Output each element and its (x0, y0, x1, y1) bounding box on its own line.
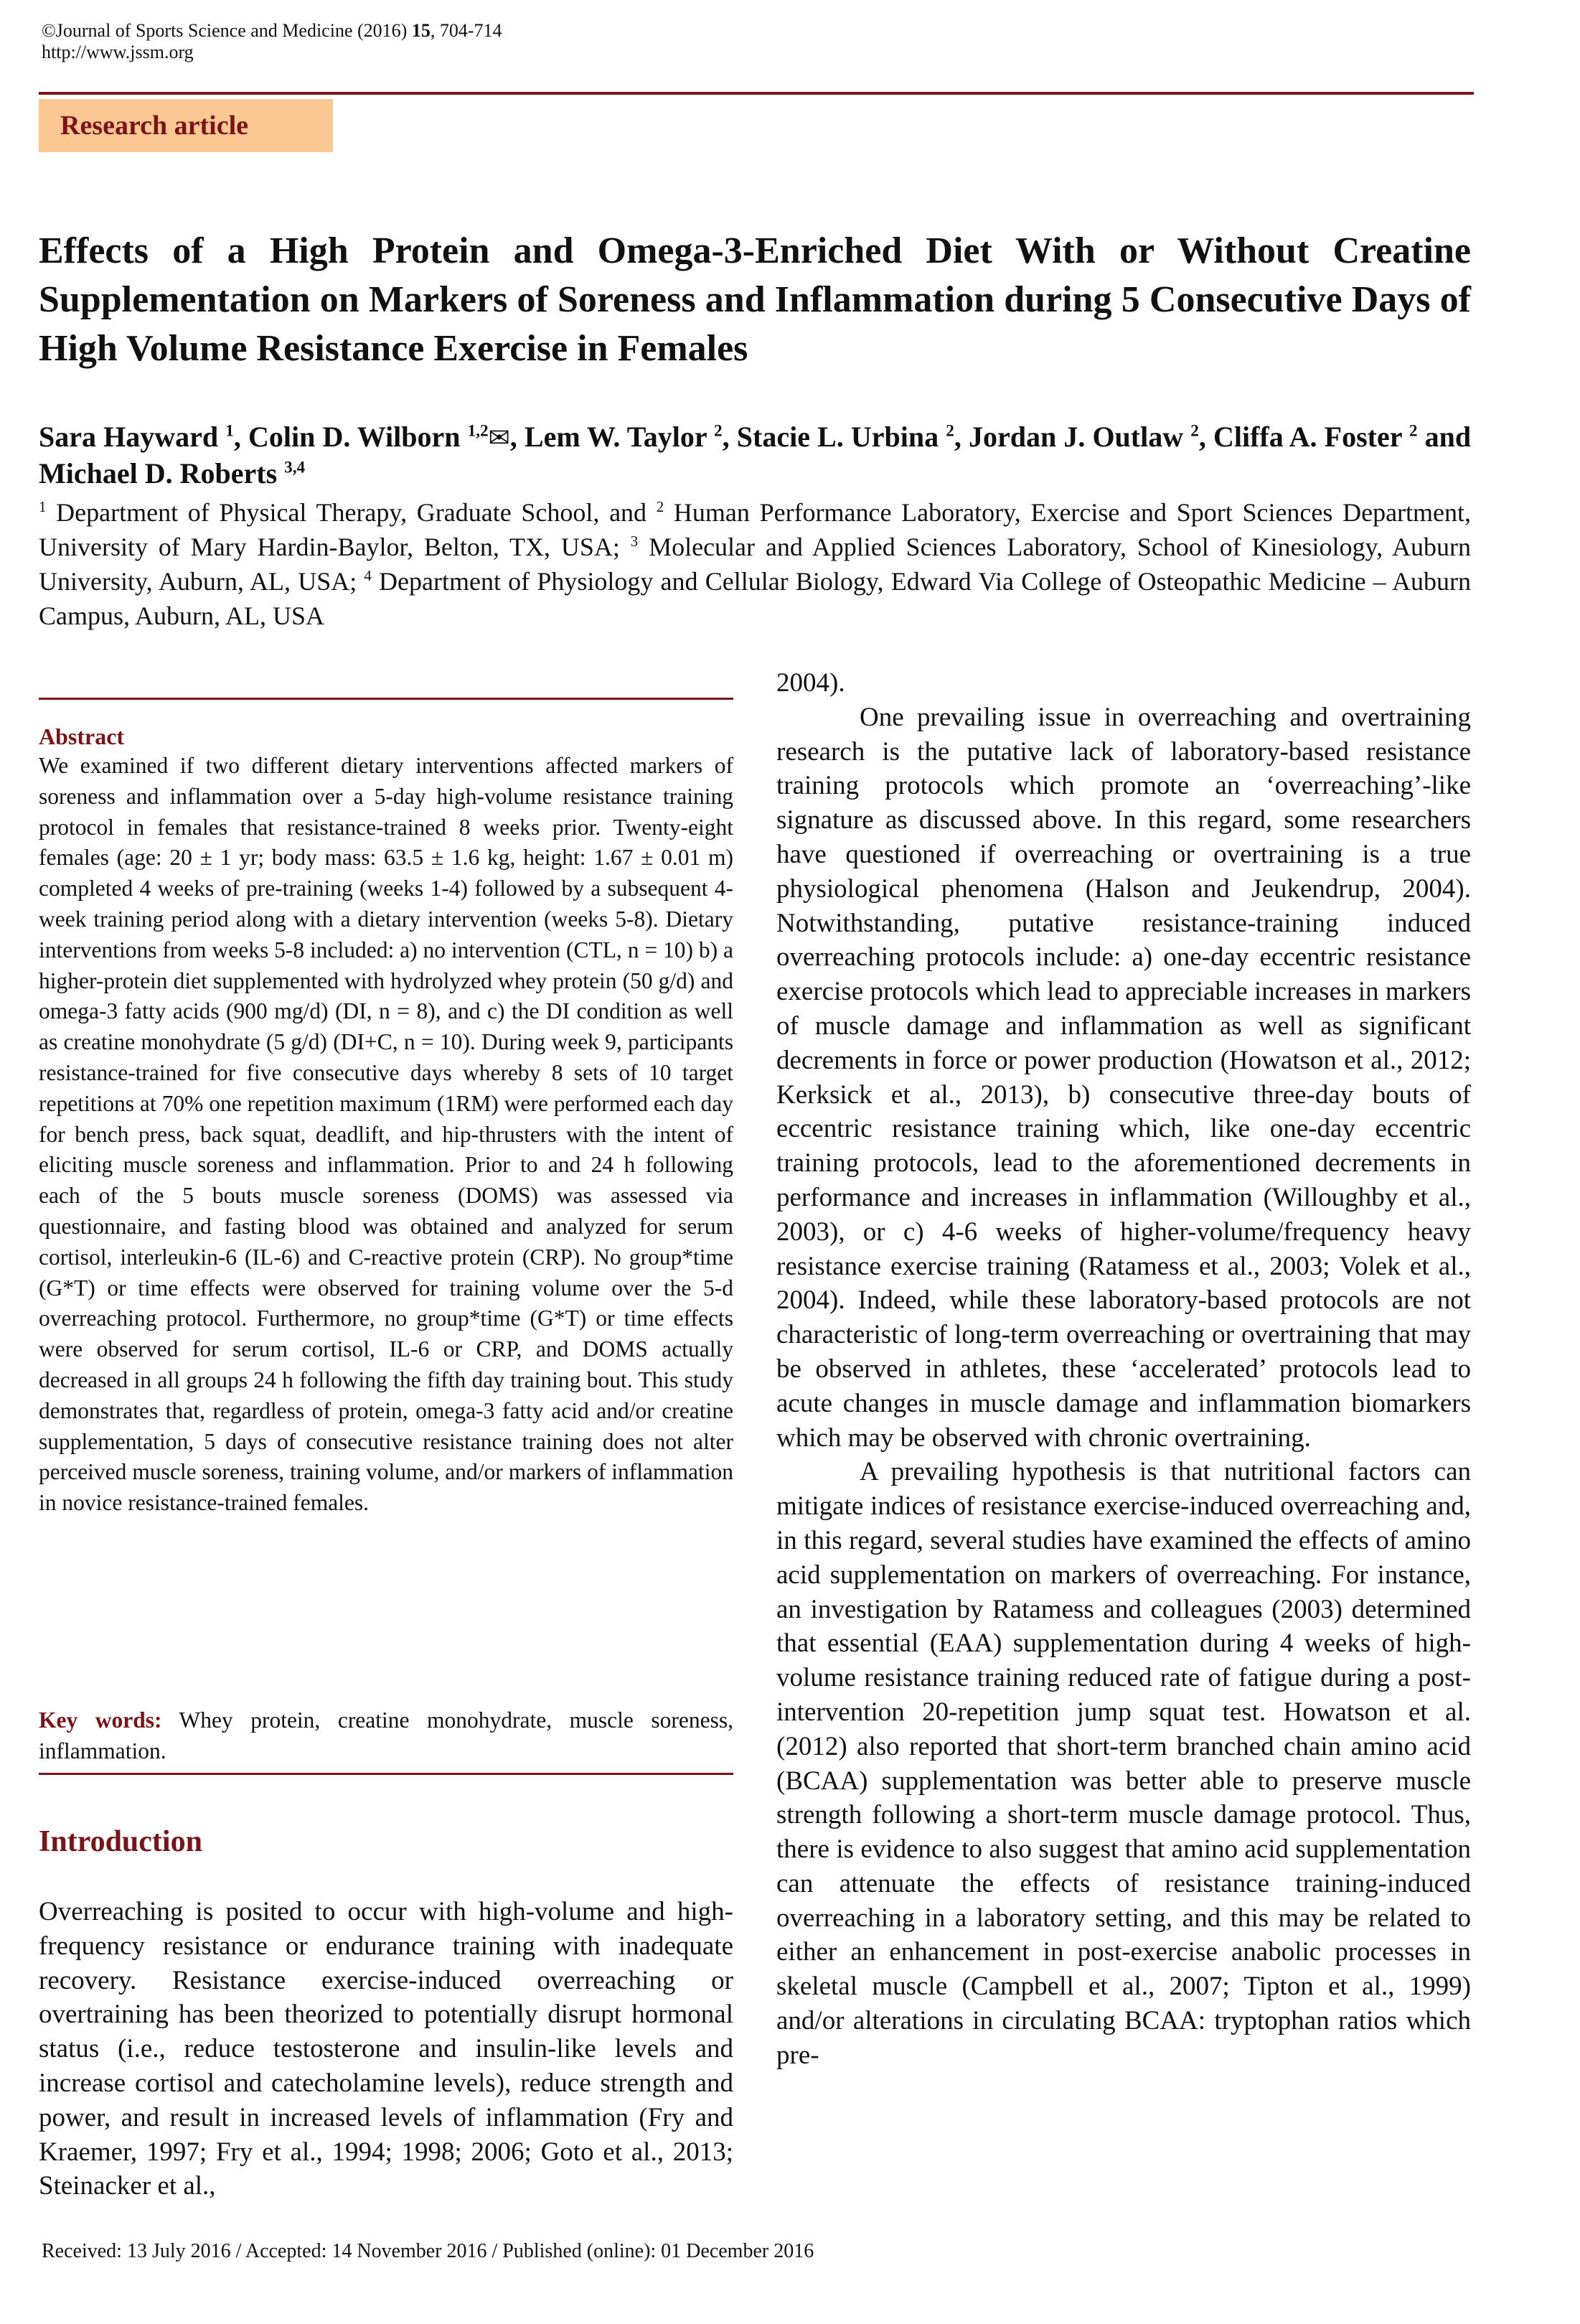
journal-citation: ©Journal of Sports Science and Medicine (2016) 15, 704-714 (42, 20, 502, 41)
affiliation: Department of Physiology and Cellular Biology, Edward Via College of Osteopathic Medicine – Auburn Campus, Auburn, AL, USA (39, 567, 1471, 630)
author: Jordan J. Outlaw $^2$, (968, 421, 1213, 453)
paragraph: One prevailing issue in overreaching and overtraining research is the putative lack of laboratory-based resistance training protocols which promote an ‘overreaching’-like signature as discussed above. In this regard, some researchers have questioned if overreaching or overtraining is a true physiological phenomena (Halson and Jeukendrup, 2004). Notwithstanding, putative resistance-training induced overreaching protocols include: a) one-day eccentric resistance exercise protocols which lead to appreciable increases in markers of muscle damage and inflammation as well as significant decrements in force or power production (Howatson et al., 2012; Kerksick et al., 2013), b) consecutive three-day bouts of eccentric resistance training which, like one-day eccentric training protocols, lead to the aforementioned decrements in performance and increases in inflammation (Willoughby et al., 2003), or c) 4-6 weeks of higher-volume/frequency heavy resistance exercise training (Ratamess et al., 2003; Volek et al., 2004). Indeed, while these laboratory-based protocols are not characteristic of long-term overreaching or overtraining that may be observed in athletes, these ‘accelerated’ protocols lead to acute changes in muscle damage and inflammation biomarkers which may be observed with chronic overtraining. (776, 702, 1471, 1453)
right-column (776, 666, 1471, 2073)
abstract-body: We examined if two different dietary interventions affected markers of soreness and inflammation over a 5-day high-volume resistance training protocol in females that resistance-trained 8 weeks prior. Twenty-eight females (age: 20 ± 1 yr; body mass: 63.5 ± 1.6 kg, height: 1.67 ± 0.01 m) completed 4 weeks of pre-training (weeks 1-4) followed by a subsequent 4-week training period along with a dietary intervention (weeks 5-8). Dietary interventions from weeks 5-8 included: a) no intervention (CTL, n = 10) b) a higher-protein diet supplemented with hydrolyzed whey protein (50 g/d) and omega-3 fatty acids (900 mg/d) (DI, n = 8), and c) the DI condition as well as creatine monohydrate (5 g/d) (DI+C, n = 10). During week 9, participants resistance-trained for five consecutive days whereby 8 sets of 10 target repetitions at 70% one repetition maximum (1RM) were performed each day for bench press, back squat, deadlift, and hip-thrusters with the intent of eliciting muscle soreness and inflammation. Prior to and 24 h following each of the 5 bouts muscle soreness (DOMS) was assessed via questionnaire, and fasting blood was obtained and analyzed for serum cortisol, interleukin-6 (IL-6) and C-reactive protein (CRP). No group*time (G*T) or time effects were observed for training volume over the 5-d overreaching protocol. Furthermore, no group*time (G*T) or time effects were observed for serum cortisol, IL-6 or CRP, and DOMS actually decreased in all groups 24 h following the fifth day training bout. This study demonstrates that, regardless of protein, omega-3 fatty acid and/or creatine supplementation, 5 days of consecutive resistance training does not alter perceived muscle soreness, training volume, and/or markers of inflammation in novice resistance-trained females. (39, 753, 733, 1516)
keywords-label: Key words: (39, 1707, 162, 1733)
envelope-icon[interactable]: ✉ (488, 423, 510, 452)
introduction-left-text: Overreaching is posited to occur with high-volume and high-frequency resistance or endurance training with inadequate recovery. Resistance exercise-induced overreaching or overtraining has been theorized to potentially disrupt hormonal status (i.e., reduce testosterone and insulin-like levels and increase cortisol and catecholamine levels), reduce strength and power, and result in increased levels of inflammation (Fry and Kraemer, 1997; Fry et al., 1994; 1998; 2006; Goto et al., 2013; Steinacker et al., (39, 1897, 733, 2201)
abstract-bottom-rule (39, 1773, 733, 1775)
keywords (39, 1705, 733, 1767)
journal-url[interactable]: http://www.jssm.org (42, 42, 194, 62)
affiliation: Molecular and Applied Sciences Laboratory, School of Kinesiology, Auburn University, Auburn, AL, USA; (39, 533, 1472, 596)
keywords-text: Whey protein, creatine monohydrate, muscle soreness, inflammation. (39, 1707, 733, 1763)
introduction-heading: Introduction (39, 1825, 202, 1858)
paragraph-continuation: 2004). (776, 668, 845, 698)
author-joiner: and (1424, 421, 1472, 453)
affiliations: $^1$ Department of Physical Therapy, Graduate School, and $^2$ Human Performance Laboratory, Exercise and Sport Sciences Department, University of Mary Hardin-Baylor, Belton, TX, USA; $^3$ Molecular and Applied Sciences Laboratory, School of Kinesiology, Auburn University, Auburn, AL, USA; $^4$ Department of Physiology and Cellular Biology, Edward Via College of Osteopathic Medicine – Auburn Campus, Auburn, AL, USA (39, 498, 1472, 630)
article-type-badge: Research article (39, 99, 333, 152)
affiliation: Human Performance Laboratory, Exercise and Sport Sciences Department, University of Mary Hardin-Baylor, Belton, TX, USA; (39, 498, 1472, 561)
author: Cliffa A. Foster $^2$ (1213, 421, 1418, 453)
publication-dates: Received: 13 July 2016 / Accepted: 14 November 2016 / Published (online): 01 December 2016 (42, 2240, 814, 2262)
author-list (39, 419, 1471, 492)
author: Sara Hayward $^1$, (39, 421, 248, 453)
author: Stacie L. Urbina $^2$, (736, 421, 969, 453)
affiliation: Department of Physical Therapy, Graduate School, and (56, 498, 647, 527)
author: Michael D. Roberts $^{3,4}$ (39, 457, 306, 489)
paragraph: A prevailing hypothesis is that nutritional factors can mitigate indices of resistance exercise-induced overreaching and, in this regard, several studies have examined the effects of amino acid supplementation on markers of overreaching. For instance, an investigation by Ratamess and colleagues (2003) determined that essential (EAA) supplementation during 4 weeks of high-volume resistance training reduced rate of fatigue during a post-intervention 20-repetition jump squat test. Howatson et al. (2012) also reported that short-term branched chain amino acid (BCAA) supplementation was better able to preserve muscle strength following a short-term muscle damage protocol. Thus, there is evidence to also suggest that amino acid supplementation can attenuate the effects of resistance training-induced overreaching in a laboratory setting, and this may be related to either an enhancement in post-exercise anabolic processes in skeletal muscle (Campbell et al., 2007; Tipton et al., 1999) and/or alterations in circulating BCAA: tryptophan ratios which pre- (776, 1457, 1471, 2070)
author: Colin D. Wilborn $^{1,2}$✉, (248, 421, 525, 453)
abstract-top-rule (39, 698, 733, 700)
journal-header (42, 20, 502, 63)
article-title: Effects of a High Protein and Omega-3-Enriched Diet With or Without Creatine Supplementation on Markers of Soreness and Inflammation during 5 Consecutive Days of High Volume Resistance Exercise in Females (39, 230, 1471, 369)
header-divider (39, 92, 1474, 95)
author: Lem W. Taylor $^2$, (524, 421, 737, 453)
abstract-heading: Abstract (39, 723, 125, 749)
